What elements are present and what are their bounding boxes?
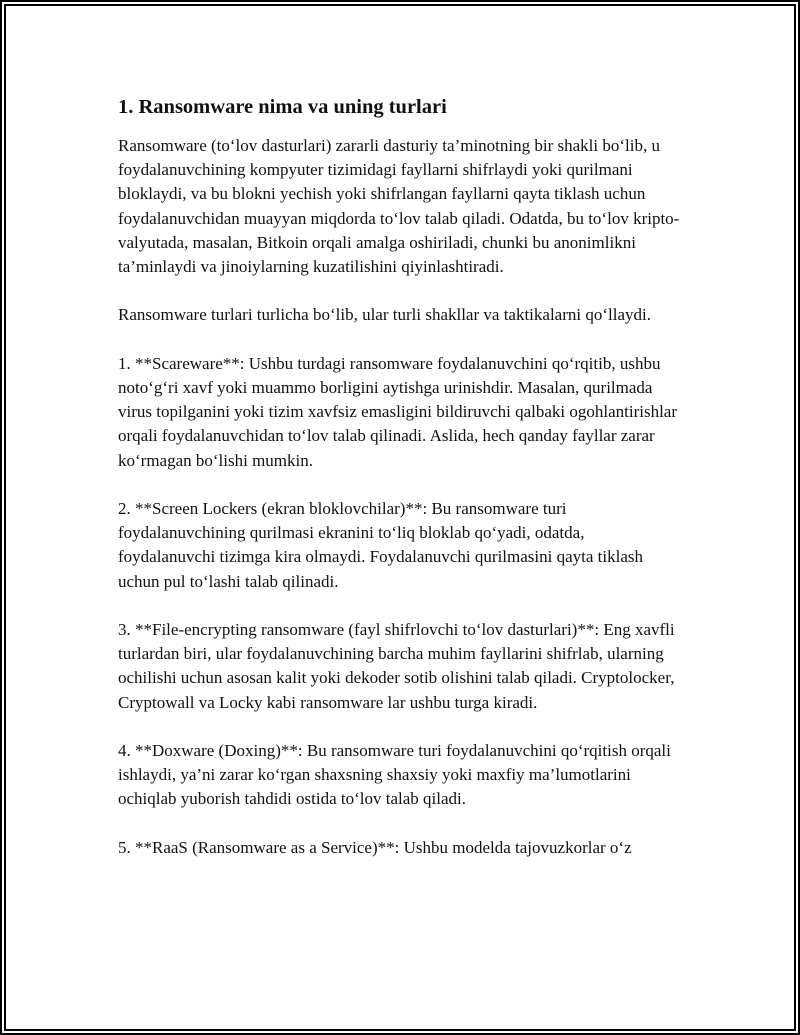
paragraph-file-encrypting: 3. **File-encrypting ransomware (fayl shifrlovchi to‘lov dasturlari)**: Eng xavfli turlardan biri, ular foydalanuvchining barcha muhim fayllarini shifrlab, ularning ochilishi uchun asosan kalit yoki dekoder sotib olishini talab qiladi. Cryptolocker, Cryptowall va Locky kabi ransomware lar ushbu turga kiradi.	[118, 620, 675, 712]
paragraph-scareware: 1. **Scareware**: Ushbu turdagi ransomware foydalanuvchini qo‘rqitib, ushbu noto‘g‘ri xavf yoki muammo borligini aytishga urinishdir. Masalan, qurilmada virus topilganini yoki tizim xavfsiz emasligini bildiruvchi qalbaki ogohlantirishlar orqali foydalanuvchidan to‘lov talab qilinadi. Aslida, hech qanday fayllar zarar ko‘rmagan bo‘lishi mumkin.	[118, 353, 678, 470]
paragraph-doxware: 4. **Doxware (Doxing)**: Bu ransomware turi foydalanuvchini qo‘rqitish orqali ishlaydi, ya’ni zarar ko‘rgan shaxsning shaxsiy yoki maxfiy ma’lumotlarini ochiqlab yuborish tahdidi ostida to‘lov talab qiladi.	[118, 741, 671, 809]
paragraph-screen-lockers: 2. **Screen Lockers (ekran bloklovchilar)**: Bu ransomware turi foydalanuvchining qurilmasi ekranini to‘liq bloklab qo‘yadi, odatda, foydalanuvchi tizimga kira olmaydi. Foydalanuvchi qurilmasini qayta tiklash uchun pul to‘lashi talab qilinadi.	[118, 499, 643, 591]
document-body	[118, 93, 684, 884]
paragraph-raas: 5. **RaaS (Ransomware as a Service)**: Ushbu modelda tajovuzkorlar o‘z	[118, 837, 632, 857]
paragraph-intro: Ransomware (to‘lov dasturlari) zararli dasturiy ta’minotning bir shakli bo‘lib, u foydalanuvchining kompyuter tizimidagi fayllarni shifrlaydi yoki qurilmani bloklaydi, va bu blokni yechish yoki shifrlangan fayllarni qayta tiklash uchun foydalanuvchidan muayyan miqdorda to‘lov talab qiladi. Odatda, bu to‘lov kripto-valyutada, masalan, Bitkoin orqali amalga oshiriladi, chunki bu anonimlikni ta’minlaydi va jinoiylarning kuzatilishini qiyinlashtiradi.	[118, 136, 680, 277]
paragraph-types-intro: Ransomware turlari turlicha bo‘lib, ular turli shakllar va taktikalarni qo‘llaydi.	[118, 305, 651, 325]
section-heading: 1. Ransomware nima va uning turlari	[118, 96, 447, 118]
